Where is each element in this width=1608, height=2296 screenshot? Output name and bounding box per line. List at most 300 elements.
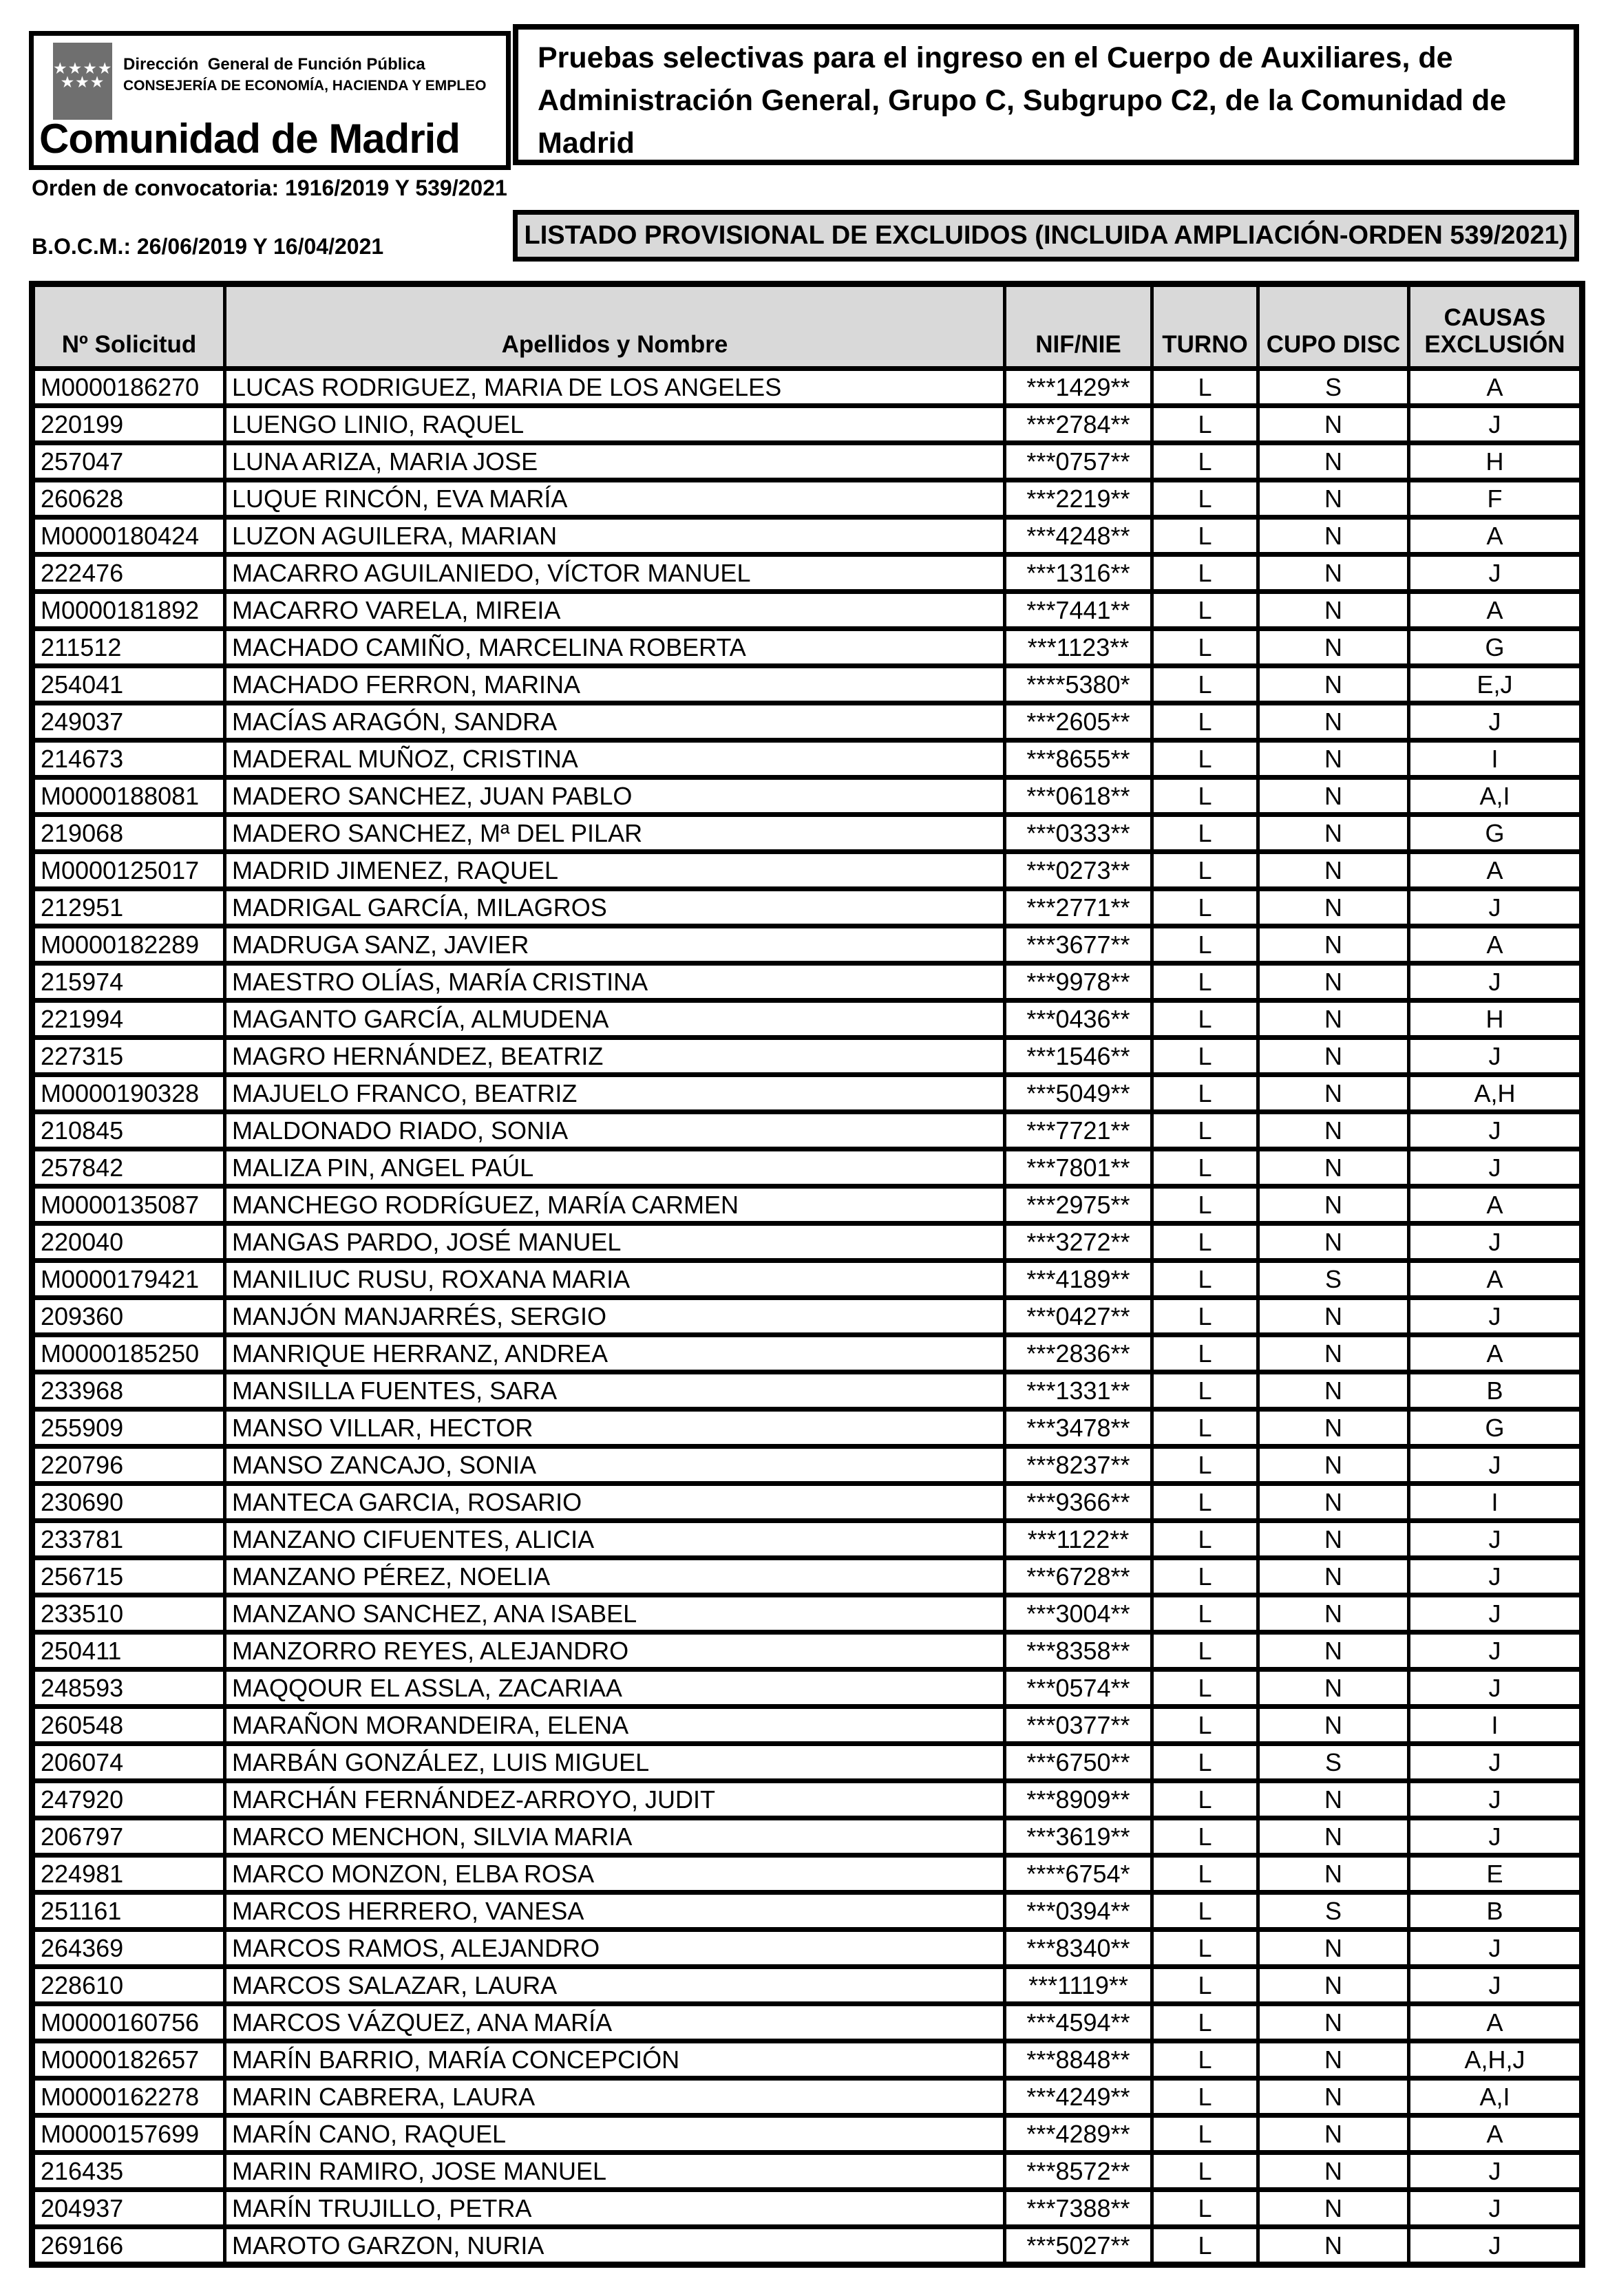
cell-apellidos-nombre: MARCOS VÁZQUEZ, ANA MARÍA: [225, 2004, 1005, 2041]
cell-causas-exclusion: J: [1409, 555, 1583, 592]
cell-turno: L: [1152, 964, 1258, 1001]
cell-apellidos-nombre: MARCHÁN FERNÁNDEZ-ARROYO, JUDIT: [225, 1781, 1005, 1818]
cell-turno: L: [1152, 1187, 1258, 1224]
cell-apellidos-nombre: MANZANO SANCHEZ, ANA ISABEL: [225, 1595, 1005, 1633]
cell-causas-exclusion: I: [1409, 1484, 1583, 1521]
table-row: [32, 1856, 1583, 1893]
cell-n-solicitud: 215974: [32, 964, 225, 1001]
cell-n-solicitud: 212951: [32, 889, 225, 926]
cell-n-solicitud: 264369: [32, 1930, 225, 1967]
cell-cupo-disc: S: [1258, 1261, 1409, 1298]
cell-causas-exclusion: J: [1409, 1781, 1583, 1818]
cell-turno: L: [1152, 741, 1258, 778]
cell-causas-exclusion: J: [1409, 406, 1583, 443]
cell-n-solicitud: M0000181892: [32, 592, 225, 629]
comunidad-madrid-logo: [29, 31, 511, 170]
cell-turno: L: [1152, 815, 1258, 852]
table-row: [32, 369, 1583, 406]
table-row: [32, 1075, 1583, 1112]
cell-apellidos-nombre: MADERO SANCHEZ, JUAN PABLO: [225, 778, 1005, 815]
table-row: [32, 480, 1583, 518]
cell-causas-exclusion: J: [1409, 1298, 1583, 1335]
cell-cupo-disc: N: [1258, 480, 1409, 518]
cell-apellidos-nombre: MACÍAS ARAGÓN, SANDRA: [225, 703, 1005, 741]
cell-nif-nie: ****6754*: [1005, 1856, 1152, 1893]
cell-apellidos-nombre: MANZANO PÉREZ, NOELIA: [225, 1558, 1005, 1595]
cell-apellidos-nombre: MARÍN CANO, RAQUEL: [225, 2116, 1005, 2153]
cell-apellidos-nombre: LUENGO LINIO, RAQUEL: [225, 406, 1005, 443]
cell-turno: L: [1152, 666, 1258, 703]
cell-nif-nie: ***8358**: [1005, 1633, 1152, 1670]
table-row: [32, 815, 1583, 852]
cell-turno: L: [1152, 518, 1258, 555]
cell-turno: L: [1152, 1893, 1258, 1930]
cell-cupo-disc: N: [1258, 1075, 1409, 1112]
madrid-flag-icon: [53, 43, 112, 120]
cell-turno: L: [1152, 926, 1258, 964]
cell-causas-exclusion: F: [1409, 480, 1583, 518]
table-row: [32, 518, 1583, 555]
cell-n-solicitud: 210845: [32, 1112, 225, 1149]
cell-apellidos-nombre: MARCOS SALAZAR, LAURA: [225, 1967, 1005, 2004]
cell-nif-nie: ***1122**: [1005, 1521, 1152, 1558]
cell-nif-nie: ***2784**: [1005, 406, 1152, 443]
cell-nif-nie: ***4248**: [1005, 518, 1152, 555]
cell-apellidos-nombre: MANZORRO REYES, ALEJANDRO: [225, 1633, 1005, 1670]
cell-apellidos-nombre: MANGAS PARDO, JOSÉ MANUEL: [225, 1224, 1005, 1261]
cell-apellidos-nombre: MAQQOUR EL ASSLA, ZACARIAA: [225, 1670, 1005, 1707]
cell-cupo-disc: N: [1258, 2153, 1409, 2190]
cell-turno: L: [1152, 1001, 1258, 1038]
cell-turno: L: [1152, 480, 1258, 518]
table-row: [32, 2116, 1583, 2153]
cell-nif-nie: ***0757**: [1005, 443, 1152, 480]
cell-causas-exclusion: A: [1409, 2116, 1583, 2153]
cell-causas-exclusion: J: [1409, 1818, 1583, 1856]
cell-cupo-disc: N: [1258, 1001, 1409, 1038]
cell-apellidos-nombre: LUCAS RODRIGUEZ, MARIA DE LOS ANGELES: [225, 369, 1005, 406]
cell-n-solicitud: M0000160756: [32, 2004, 225, 2041]
table-row: [32, 2079, 1583, 2116]
cell-causas-exclusion: J: [1409, 1670, 1583, 1707]
cell-cupo-disc: N: [1258, 926, 1409, 964]
cell-apellidos-nombre: MARIN CABRERA, LAURA: [225, 2079, 1005, 2116]
cell-causas-exclusion: J: [1409, 1967, 1583, 2004]
cell-n-solicitud: 250411: [32, 1633, 225, 1670]
cell-n-solicitud: 204937: [32, 2190, 225, 2227]
cell-cupo-disc: N: [1258, 1372, 1409, 1410]
cell-causas-exclusion: J: [1409, 1595, 1583, 1633]
cell-causas-exclusion: A: [1409, 518, 1583, 555]
cell-apellidos-nombre: MANILIUC RUSU, ROXANA MARIA: [225, 1261, 1005, 1298]
cell-cupo-disc: N: [1258, 703, 1409, 741]
cell-cupo-disc: N: [1258, 1447, 1409, 1484]
cell-causas-exclusion: J: [1409, 1558, 1583, 1595]
cell-causas-exclusion: H: [1409, 443, 1583, 480]
cell-apellidos-nombre: MACARRO VARELA, MIREIA: [225, 592, 1005, 629]
cell-nif-nie: ***3272**: [1005, 1224, 1152, 1261]
table-row: [32, 2004, 1583, 2041]
cell-turno: L: [1152, 1707, 1258, 1744]
cell-causas-exclusion: I: [1409, 741, 1583, 778]
cell-nif-nie: ***8909**: [1005, 1781, 1152, 1818]
cell-causas-exclusion: J: [1409, 1112, 1583, 1149]
cell-n-solicitud: 233968: [32, 1372, 225, 1410]
cell-causas-exclusion: J: [1409, 964, 1583, 1001]
cell-apellidos-nombre: MACHADO FERRON, MARINA: [225, 666, 1005, 703]
cell-nif-nie: ***8572**: [1005, 2153, 1152, 2190]
cell-cupo-disc: S: [1258, 369, 1409, 406]
table-row: [32, 1149, 1583, 1187]
cell-apellidos-nombre: MANCHEGO RODRÍGUEZ, MARÍA CARMEN: [225, 1187, 1005, 1224]
cell-turno: L: [1152, 1558, 1258, 1595]
cell-apellidos-nombre: LUZON AGUILERA, MARIAN: [225, 518, 1005, 555]
cell-causas-exclusion: J: [1409, 703, 1583, 741]
cell-cupo-disc: N: [1258, 1038, 1409, 1075]
cell-turno: L: [1152, 1447, 1258, 1484]
cell-turno: L: [1152, 2004, 1258, 2041]
cell-apellidos-nombre: MANTECA GARCIA, ROSARIO: [225, 1484, 1005, 1521]
cell-nif-nie: ***1429**: [1005, 369, 1152, 406]
cell-nif-nie: ***0273**: [1005, 852, 1152, 889]
cell-cupo-disc: N: [1258, 1930, 1409, 1967]
cell-nif-nie: ***8340**: [1005, 1930, 1152, 1967]
cell-n-solicitud: 216435: [32, 2153, 225, 2190]
cell-cupo-disc: N: [1258, 666, 1409, 703]
cell-n-solicitud: M0000188081: [32, 778, 225, 815]
table-row: [32, 1893, 1583, 1930]
cell-causas-exclusion: H: [1409, 1001, 1583, 1038]
cell-n-solicitud: 214673: [32, 741, 225, 778]
cell-n-solicitud: 220199: [32, 406, 225, 443]
cell-nif-nie: ***0574**: [1005, 1670, 1152, 1707]
table-row: [32, 703, 1583, 741]
cell-apellidos-nombre: MARÍN BARRIO, MARÍA CONCEPCIÓN: [225, 2041, 1005, 2079]
cell-cupo-disc: N: [1258, 592, 1409, 629]
cell-causas-exclusion: A,H,J: [1409, 2041, 1583, 2079]
cell-n-solicitud: 220040: [32, 1224, 225, 1261]
listado-provisional-banner: LISTADO PROVISIONAL DE EXCLUIDOS (INCLUIDA AMPLIACIÓN-ORDEN 539/2021): [513, 210, 1579, 262]
table-row: [32, 1930, 1583, 1967]
cell-causas-exclusion: B: [1409, 1372, 1583, 1410]
table-row: [32, 741, 1583, 778]
cell-cupo-disc: N: [1258, 1224, 1409, 1261]
cell-turno: L: [1152, 2153, 1258, 2190]
cell-n-solicitud: 249037: [32, 703, 225, 741]
table-row: [32, 1410, 1583, 1447]
cell-cupo-disc: N: [1258, 1112, 1409, 1149]
cell-cupo-disc: N: [1258, 1967, 1409, 2004]
cell-cupo-disc: N: [1258, 2190, 1409, 2227]
cell-causas-exclusion: J: [1409, 1149, 1583, 1187]
cell-turno: L: [1152, 1744, 1258, 1781]
cell-cupo-disc: N: [1258, 1335, 1409, 1372]
table-row: [32, 926, 1583, 964]
table-row: [32, 1558, 1583, 1595]
cell-nif-nie: ***4289**: [1005, 2116, 1152, 2153]
cell-causas-exclusion: E,J: [1409, 666, 1583, 703]
orden-convocatoria-text: Orden de convocatoria: 1916/2019 Y 539/2021: [32, 176, 507, 200]
cell-cupo-disc: N: [1258, 629, 1409, 666]
cell-turno: L: [1152, 1930, 1258, 1967]
cell-nif-nie: ***2975**: [1005, 1187, 1152, 1224]
cell-nif-nie: ***0427**: [1005, 1298, 1152, 1335]
cell-causas-exclusion: E: [1409, 1856, 1583, 1893]
flag-stars-icon: ★★★: [60, 73, 105, 91]
column-header-n-solicitud: Nº Solicitud: [32, 284, 225, 369]
table-row: [32, 1633, 1583, 1670]
cell-cupo-disc: N: [1258, 815, 1409, 852]
cell-cupo-disc: N: [1258, 2079, 1409, 2116]
cell-causas-exclusion: A: [1409, 1261, 1583, 1298]
table-row: [32, 1261, 1583, 1298]
cell-nif-nie: ***4594**: [1005, 2004, 1152, 2041]
cell-cupo-disc: N: [1258, 1781, 1409, 1818]
cell-causas-exclusion: J: [1409, 1521, 1583, 1558]
cell-apellidos-nombre: MANSILLA FUENTES, SARA: [225, 1372, 1005, 1410]
table-row: [32, 778, 1583, 815]
cell-apellidos-nombre: MARCO MENCHON, SILVIA MARIA: [225, 1818, 1005, 1856]
cell-n-solicitud: M0000186270: [32, 369, 225, 406]
cell-turno: L: [1152, 1075, 1258, 1112]
cell-causas-exclusion: J: [1409, 889, 1583, 926]
cell-turno: L: [1152, 2190, 1258, 2227]
table-row: [32, 2227, 1583, 2265]
table-row: [32, 1187, 1583, 1224]
cell-nif-nie: ****5380*: [1005, 666, 1152, 703]
cell-nif-nie: ***2771**: [1005, 889, 1152, 926]
cell-cupo-disc: N: [1258, 1558, 1409, 1595]
table-row: [32, 1112, 1583, 1149]
cell-cupo-disc: N: [1258, 1187, 1409, 1224]
cell-nif-nie: ***5049**: [1005, 1075, 1152, 1112]
cell-turno: L: [1152, 1967, 1258, 2004]
cell-causas-exclusion: A: [1409, 926, 1583, 964]
cell-apellidos-nombre: MAROTO GARZON, NURIA: [225, 2227, 1005, 2265]
cell-nif-nie: ***0436**: [1005, 1001, 1152, 1038]
cell-turno: L: [1152, 2041, 1258, 2079]
cell-apellidos-nombre: MARCO MONZON, ELBA ROSA: [225, 1856, 1005, 1893]
cell-apellidos-nombre: MALDONADO RIADO, SONIA: [225, 1112, 1005, 1149]
cell-n-solicitud: 233781: [32, 1521, 225, 1558]
table-row: [32, 1967, 1583, 2004]
table-row: [32, 592, 1583, 629]
logo-text-block: [123, 55, 486, 94]
document-title: Pruebas selectivas para el ingreso en el Cuerpo de Auxiliares, de Administración General, Grupo C, Subgrupo C2, de la Comunidad de Madrid: [513, 24, 1579, 165]
cell-cupo-disc: N: [1258, 741, 1409, 778]
table-row: [32, 1484, 1583, 1521]
cell-turno: L: [1152, 1224, 1258, 1261]
table-row: [32, 2190, 1583, 2227]
cell-causas-exclusion: J: [1409, 1633, 1583, 1670]
cell-turno: L: [1152, 889, 1258, 926]
cell-apellidos-nombre: MADRID JIMENEZ, RAQUEL: [225, 852, 1005, 889]
cell-apellidos-nombre: MAESTRO OLÍAS, MARÍA CRISTINA: [225, 964, 1005, 1001]
cell-causas-exclusion: G: [1409, 1410, 1583, 1447]
cell-turno: L: [1152, 1818, 1258, 1856]
column-header-apellidos-nombre: Apellidos y Nombre: [225, 284, 1005, 369]
cell-apellidos-nombre: MANSO ZANCAJO, SONIA: [225, 1447, 1005, 1484]
cell-n-solicitud: 260548: [32, 1707, 225, 1744]
cell-n-solicitud: M0000182657: [32, 2041, 225, 2079]
cell-apellidos-nombre: MARCOS HERRERO, VANESA: [225, 1893, 1005, 1930]
table-row: [32, 666, 1583, 703]
logo-direccion-text: Dirección General de Función Pública: [123, 55, 425, 74]
table-row: [32, 964, 1583, 1001]
cell-causas-exclusion: A: [1409, 592, 1583, 629]
cell-apellidos-nombre: MADERAL MUÑOZ, CRISTINA: [225, 741, 1005, 778]
logo-consejeria-text: CONSEJERÍA DE ECONOMÍA, HACIENDA Y EMPLEO: [123, 78, 487, 94]
column-header-cupo-disc: CUPO DISC: [1258, 284, 1409, 369]
cell-cupo-disc: N: [1258, 2041, 1409, 2079]
cell-cupo-disc: N: [1258, 1856, 1409, 1893]
cell-causas-exclusion: B: [1409, 1893, 1583, 1930]
cell-turno: L: [1152, 1484, 1258, 1521]
cell-cupo-disc: N: [1258, 852, 1409, 889]
cell-causas-exclusion: A,I: [1409, 778, 1583, 815]
cell-causas-exclusion: J: [1409, 2190, 1583, 2227]
cell-turno: L: [1152, 1595, 1258, 1633]
table-header-row: [32, 284, 1583, 369]
table-row: [32, 1707, 1583, 1744]
cell-nif-nie: ***1123**: [1005, 629, 1152, 666]
excluded-candidates-table: [29, 281, 1585, 2268]
cell-nif-nie: ***1546**: [1005, 1038, 1152, 1075]
cell-turno: L: [1152, 2116, 1258, 2153]
cell-nif-nie: ***7441**: [1005, 592, 1152, 629]
cell-turno: L: [1152, 2227, 1258, 2265]
cell-n-solicitud: 255909: [32, 1410, 225, 1447]
logo-brand-text: Comunidad de Madrid: [39, 116, 460, 162]
cell-cupo-disc: N: [1258, 964, 1409, 1001]
cell-causas-exclusion: A: [1409, 1187, 1583, 1224]
cell-causas-exclusion: A: [1409, 852, 1583, 889]
cell-turno: L: [1152, 629, 1258, 666]
table-row: [32, 1670, 1583, 1707]
cell-nif-nie: ***6750**: [1005, 1744, 1152, 1781]
cell-apellidos-nombre: LUQUE RINCÓN, EVA MARÍA: [225, 480, 1005, 518]
cell-apellidos-nombre: MANZANO CIFUENTES, ALICIA: [225, 1521, 1005, 1558]
cell-n-solicitud: M0000157699: [32, 2116, 225, 2153]
cell-apellidos-nombre: MANSO VILLAR, HECTOR: [225, 1410, 1005, 1447]
cell-turno: L: [1152, 1521, 1258, 1558]
cell-n-solicitud: 228610: [32, 1967, 225, 2004]
cell-nif-nie: ***7721**: [1005, 1112, 1152, 1149]
table-row: [32, 555, 1583, 592]
cell-causas-exclusion: J: [1409, 2153, 1583, 2190]
cell-n-solicitud: M0000180424: [32, 518, 225, 555]
cell-cupo-disc: N: [1258, 1521, 1409, 1558]
cell-turno: L: [1152, 443, 1258, 480]
cell-turno: L: [1152, 1410, 1258, 1447]
cell-n-solicitud: 257047: [32, 443, 225, 480]
cell-causas-exclusion: J: [1409, 2227, 1583, 2265]
cell-nif-nie: ***4249**: [1005, 2079, 1152, 2116]
cell-cupo-disc: N: [1258, 2116, 1409, 2153]
table-row: [32, 1298, 1583, 1335]
cell-cupo-disc: N: [1258, 518, 1409, 555]
table-row: [32, 1001, 1583, 1038]
column-header-nif-nie: NIF/NIE: [1005, 284, 1152, 369]
cell-n-solicitud: M0000190328: [32, 1075, 225, 1112]
cell-n-solicitud: 211512: [32, 629, 225, 666]
cell-nif-nie: ***3478**: [1005, 1410, 1152, 1447]
cell-n-solicitud: 233510: [32, 1595, 225, 1633]
cell-turno: L: [1152, 1781, 1258, 1818]
cell-nif-nie: ***0394**: [1005, 1893, 1152, 1930]
table-row: [32, 2153, 1583, 2190]
table-row: [32, 889, 1583, 926]
cell-n-solicitud: 248593: [32, 1670, 225, 1707]
cell-apellidos-nombre: LUNA ARIZA, MARIA JOSE: [225, 443, 1005, 480]
cell-cupo-disc: N: [1258, 1670, 1409, 1707]
cell-turno: L: [1152, 406, 1258, 443]
table-row: [32, 1781, 1583, 1818]
cell-turno: L: [1152, 703, 1258, 741]
cell-n-solicitud: 247920: [32, 1781, 225, 1818]
table-row: [32, 1372, 1583, 1410]
cell-turno: L: [1152, 1372, 1258, 1410]
cell-cupo-disc: N: [1258, 1484, 1409, 1521]
cell-cupo-disc: N: [1258, 778, 1409, 815]
cell-nif-nie: ***8237**: [1005, 1447, 1152, 1484]
cell-nif-nie: ***6728**: [1005, 1558, 1152, 1595]
table-row: [32, 1447, 1583, 1484]
cell-apellidos-nombre: MARAÑON MORANDEIRA, ELENA: [225, 1707, 1005, 1744]
cell-nif-nie: ***1331**: [1005, 1372, 1152, 1410]
cell-n-solicitud: 227315: [32, 1038, 225, 1075]
cell-turno: L: [1152, 778, 1258, 815]
table-row: [32, 1818, 1583, 1856]
cell-nif-nie: ***9366**: [1005, 1484, 1152, 1521]
cell-apellidos-nombre: MARCOS RAMOS, ALEJANDRO: [225, 1930, 1005, 1967]
cell-turno: L: [1152, 1856, 1258, 1893]
cell-apellidos-nombre: MADERO SANCHEZ, Mª DEL PILAR: [225, 815, 1005, 852]
table-row: [32, 2041, 1583, 2079]
cell-n-solicitud: 220796: [32, 1447, 225, 1484]
cell-cupo-disc: N: [1258, 1707, 1409, 1744]
cell-n-solicitud: 256715: [32, 1558, 225, 1595]
table-row: [32, 852, 1583, 889]
cell-nif-nie: ***3677**: [1005, 926, 1152, 964]
cell-nif-nie: ***0333**: [1005, 815, 1152, 852]
cell-apellidos-nombre: MARBÁN GONZÁLEZ, LUIS MIGUEL: [225, 1744, 1005, 1781]
cell-apellidos-nombre: MAGRO HERNÁNDEZ, BEATRIZ: [225, 1038, 1005, 1075]
cell-causas-exclusion: I: [1409, 1707, 1583, 1744]
cell-turno: L: [1152, 1038, 1258, 1075]
cell-nif-nie: ***0377**: [1005, 1707, 1152, 1744]
cell-apellidos-nombre: MADRUGA SANZ, JAVIER: [225, 926, 1005, 964]
cell-turno: L: [1152, 592, 1258, 629]
cell-cupo-disc: N: [1258, 2227, 1409, 2265]
cell-nif-nie: ***7388**: [1005, 2190, 1152, 2227]
cell-causas-exclusion: A,H: [1409, 1075, 1583, 1112]
cell-cupo-disc: N: [1258, 889, 1409, 926]
cell-causas-exclusion: A,I: [1409, 2079, 1583, 2116]
cell-apellidos-nombre: MARÍN TRUJILLO, PETRA: [225, 2190, 1005, 2227]
cell-n-solicitud: M0000125017: [32, 852, 225, 889]
table-row: [32, 1335, 1583, 1372]
cell-nif-nie: ***2605**: [1005, 703, 1152, 741]
cell-nif-nie: ***2836**: [1005, 1335, 1152, 1372]
table-row: [32, 1224, 1583, 1261]
cell-causas-exclusion: A: [1409, 369, 1583, 406]
cell-cupo-disc: N: [1258, 1595, 1409, 1633]
cell-turno: L: [1152, 1149, 1258, 1187]
cell-causas-exclusion: G: [1409, 629, 1583, 666]
cell-n-solicitud: 260628: [32, 480, 225, 518]
cell-apellidos-nombre: MANJÓN MANJARRÉS, SERGIO: [225, 1298, 1005, 1335]
